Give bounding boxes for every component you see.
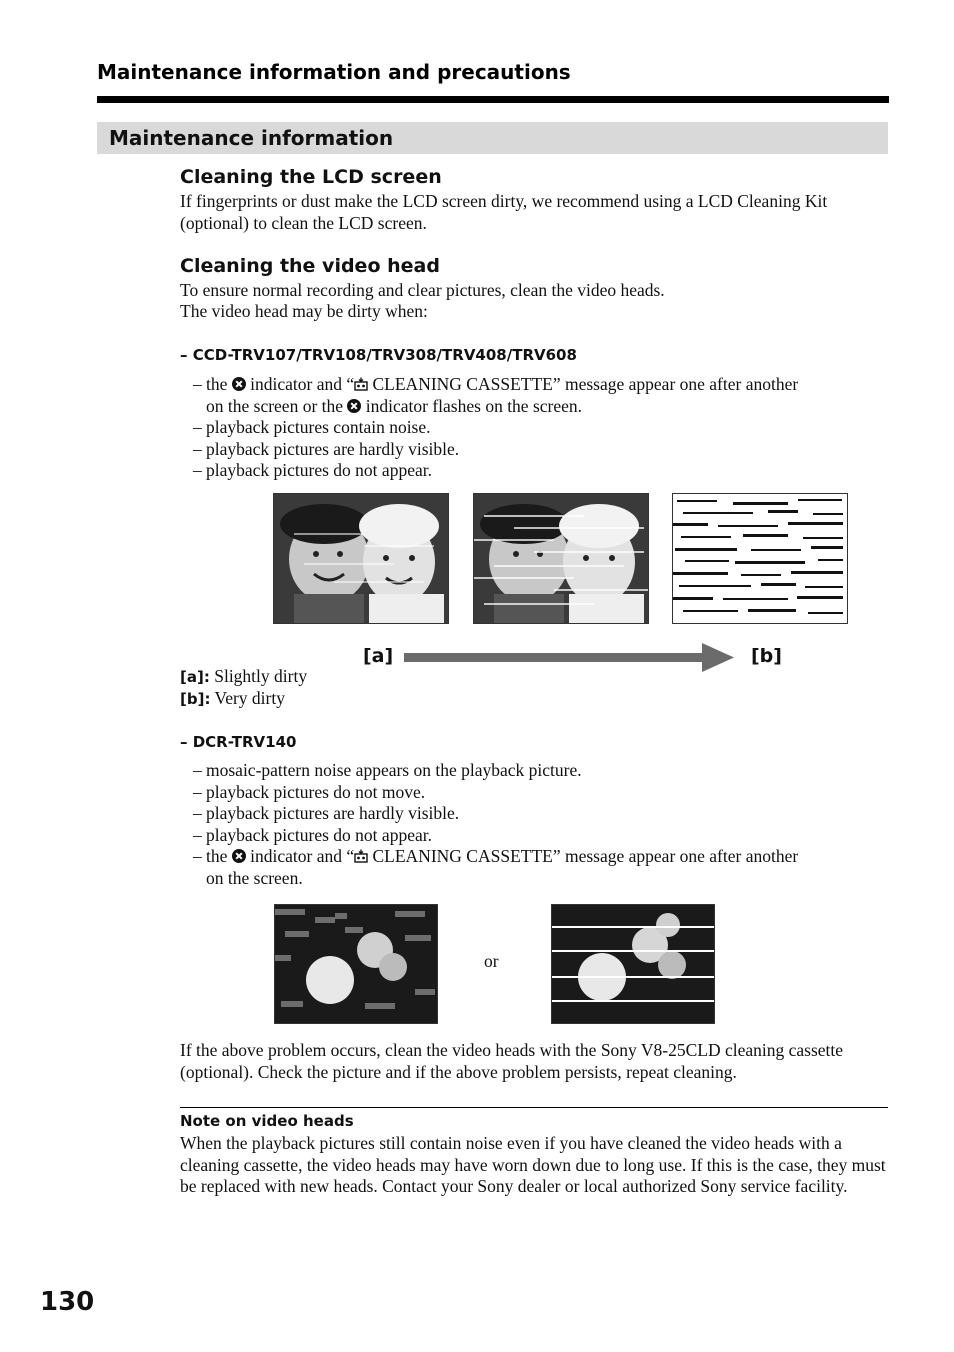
lcd-heading: Cleaning the LCD screen xyxy=(180,166,442,188)
cassette-icon xyxy=(354,377,368,391)
note-body: When the playback pictures still contain noise even if you have cleaned the video heads with a cleaning cassette, the video heads may have worn down due to long use. If this is the case, they must be replaced with new heads. Contact your Sony dealer or local authorized Sony service facility. xyxy=(180,1133,886,1196)
mosaic-noise-photo xyxy=(274,904,438,1024)
very-dirty-photo xyxy=(672,493,848,624)
list-item: – playback pictures do not move. xyxy=(193,781,426,802)
dcr-symptom-list xyxy=(193,760,893,889)
note-rule xyxy=(180,1107,888,1108)
video-head-heading: Cleaning the video head xyxy=(180,255,440,277)
list-item: – playback pictures are hardly visible. xyxy=(193,438,460,459)
lcd-body: If fingerprints or dust make the LCD screen dirty, we recommend using a LCD Cleaning Kit (optional) to clean the LCD screen. xyxy=(180,191,828,233)
list-item: – playback pictures contain noise. xyxy=(193,417,431,437)
video-head-line-1: To ensure normal recording and clear pictures, clean the video heads. xyxy=(180,280,665,300)
note-heading: Note on video heads xyxy=(180,1112,354,1130)
chapter-rule xyxy=(97,96,889,103)
list-item: – playback pictures do not appear. xyxy=(193,460,432,480)
cleaning-paragraph: If the above problem occurs, clean the video heads with the Sony V8-25CLD cleaning cassette (optional). Check the picture and if the above problem persists, repeat cleaning. xyxy=(180,1040,844,1082)
dirty-photo xyxy=(473,493,649,624)
line-noise-photo xyxy=(551,904,715,1024)
warning-x-icon xyxy=(232,377,246,391)
ccd-symptom-list xyxy=(193,374,893,482)
label-a: [a] xyxy=(363,645,394,667)
video-head-line-2: The video head may be dirty when: xyxy=(180,301,428,321)
warning-x-icon xyxy=(347,399,361,413)
list-item: – playback pictures do not appear. xyxy=(193,824,432,845)
progression-arrow xyxy=(404,643,734,673)
list-item: – mosaic-pattern noise appears on the playback picture. xyxy=(193,760,582,780)
dcr-model-heading: – DCR-TRV140 xyxy=(180,733,297,751)
slightly-dirty-photo xyxy=(273,493,449,624)
section-title: Maintenance information xyxy=(109,126,394,150)
list-item: – the indicator and “ CLEANING CASSETTE” message appear one after another on the screen. xyxy=(193,846,799,888)
cassette-icon xyxy=(354,849,368,863)
warning-x-icon xyxy=(232,849,246,863)
legend-b: [b]: Very dirty xyxy=(180,688,285,708)
list-item: – the indicator and “ CLEANING CASSETTE” message appear one after another on the screen or the indicator flashes on the screen. xyxy=(193,374,799,416)
page-number: 130 xyxy=(40,1287,95,1317)
legend-a: [a]: Slightly dirty xyxy=(180,666,308,686)
label-b: [b] xyxy=(751,645,782,667)
or-label: or xyxy=(484,951,499,971)
list-item: – playback pictures are hardly visible. xyxy=(193,803,460,823)
chapter-title: Maintenance information and precautions xyxy=(97,60,571,84)
ccd-model-heading: – CCD-TRV107/TRV108/TRV308/TRV408/TRV608 xyxy=(180,346,577,364)
